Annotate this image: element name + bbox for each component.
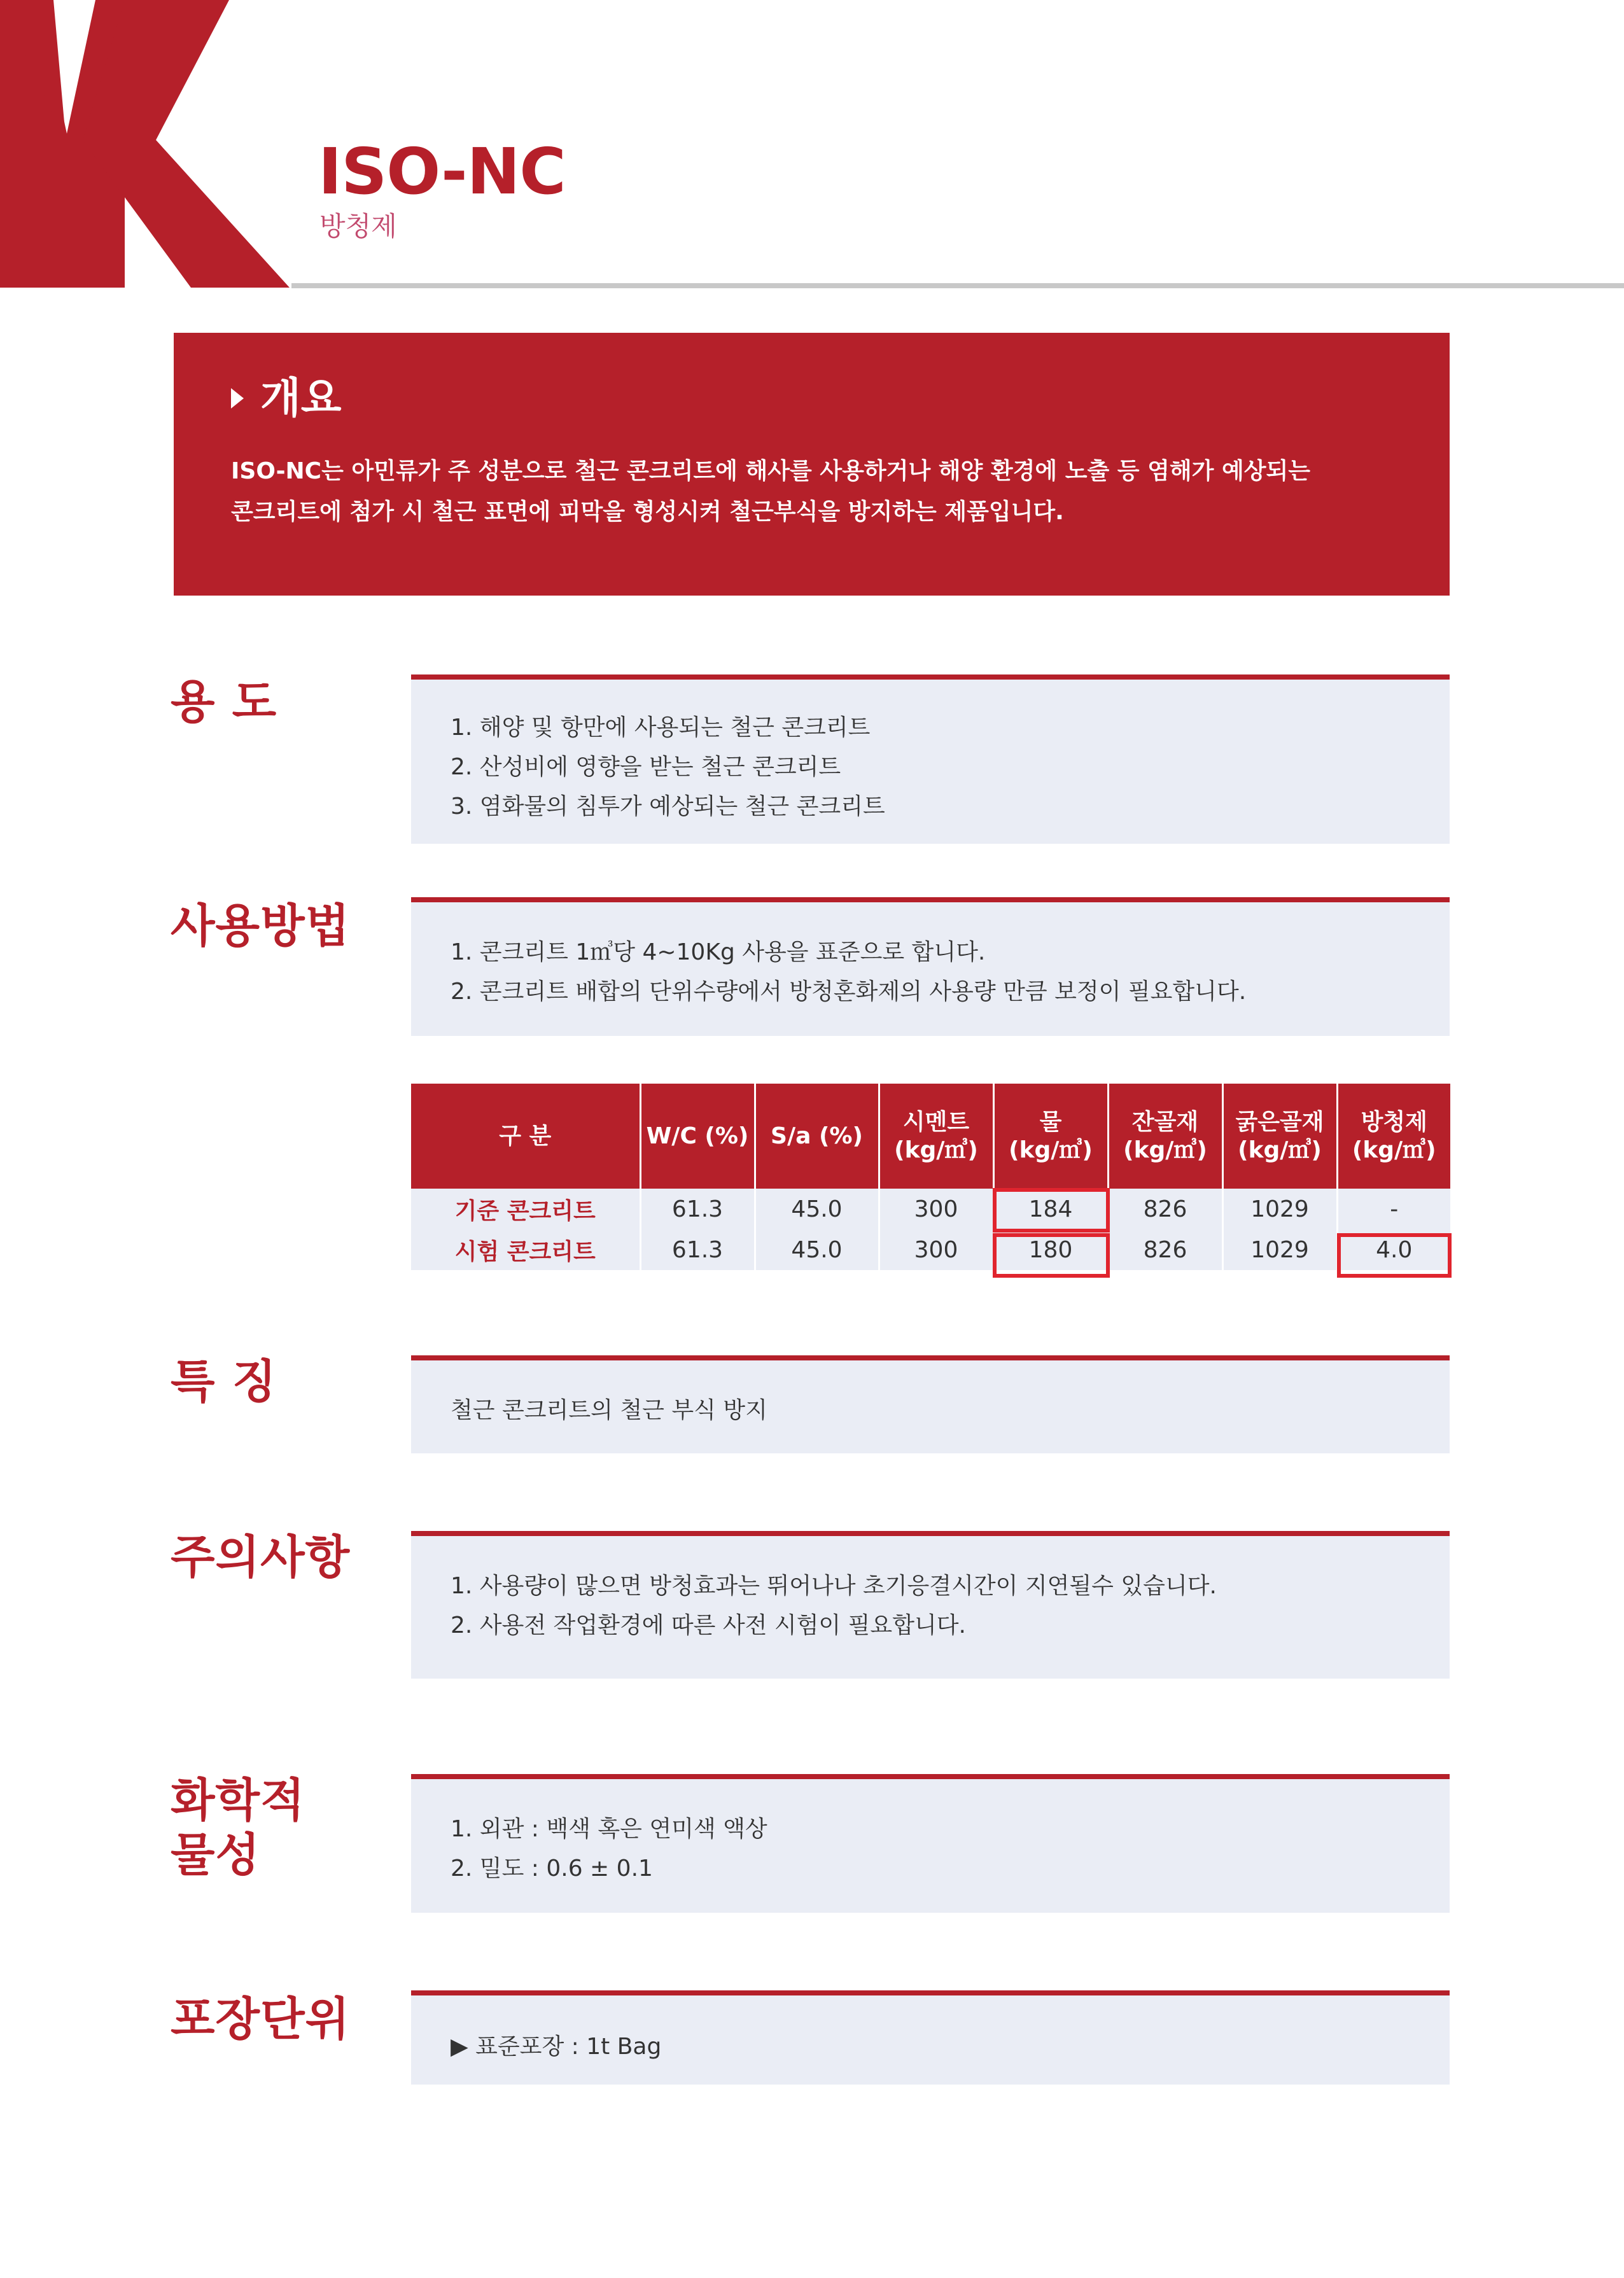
overview-heading: [231, 374, 342, 423]
header-fine-aggregate: 잔골재 (kg/㎥): [1108, 1084, 1222, 1189]
usage-title: 용 도: [171, 675, 277, 729]
header-coarse-aggregate: 굵은골재 (kg/㎥): [1222, 1084, 1337, 1189]
chemical-box: [411, 1774, 1450, 1913]
table-cell: 300: [879, 1229, 993, 1270]
table-cell: 61.3: [640, 1189, 755, 1229]
table-cell: 시험 콘크리트: [411, 1229, 640, 1270]
header-divider: [291, 283, 1624, 288]
header-inhibitor: 방청제 (kg/㎥): [1337, 1084, 1450, 1189]
method-title: 사용방법: [171, 899, 351, 953]
overview-line: 콘크리트에 첨가 시 철근 표면에 피막을 형성시켜 철근부식을 방지하는 제품입니다.: [231, 499, 1064, 525]
header-water: 물 (kg/㎥): [993, 1084, 1108, 1189]
table-cell: 1029: [1222, 1229, 1337, 1270]
usage-box: [411, 674, 1450, 844]
header-category: 구 분: [411, 1084, 640, 1189]
table-cell: 180: [993, 1229, 1108, 1270]
water-highlight-box: [993, 1188, 1110, 1233]
table-cell: 45.0: [755, 1229, 879, 1270]
usage-item: 3. 염화물의 침투가 예상되는 철근 콘크리트: [451, 793, 885, 820]
packaging-item: ▶ 표준포장 : 1t Bag: [451, 2034, 662, 2060]
cautions-box: [411, 1531, 1450, 1679]
cautions-item: 1. 사용량이 많으면 방청효과는 뛰어나나 초기응결시간이 지연될수 있습니다.: [451, 1573, 1217, 1599]
table-cell: 4.0: [1337, 1229, 1450, 1270]
product-title: ISO-NC: [318, 134, 566, 209]
header-wc: W/C (%): [640, 1084, 755, 1189]
table-cell: 45.0: [755, 1189, 879, 1229]
features-box: [411, 1355, 1450, 1453]
overview-panel: [174, 333, 1450, 596]
packaging-box: [411, 1990, 1450, 2085]
packaging-title: 포장단위: [171, 1992, 351, 2046]
usage-item: 1. 해양 및 항만에 사용되는 철근 콘크리트: [451, 715, 871, 741]
method-box: [411, 897, 1450, 1036]
table-row: [411, 1189, 1450, 1229]
features-item: 철근 콘크리트의 철근 부식 방지: [451, 1397, 767, 1423]
cautions-item: 2. 사용전 작업환경에 따른 사전 시험이 필요합니다.: [451, 1612, 966, 1639]
overview-heading-label: 개요: [260, 374, 342, 423]
inhibitor-highlight-box: [1337, 1233, 1452, 1278]
overview-line: ISO-NC는 아민류가 주 성분으로 철근 콘크리트에 해사를 사용하거나 해양 환경에 노출 등 염해가 예상되는: [231, 458, 1311, 484]
usage-item: 2. 산성비에 영향을 받는 철근 콘크리트: [451, 754, 841, 780]
chemical-title-line: 물성: [171, 1828, 261, 1882]
features-title: 특 징: [171, 1355, 277, 1408]
overview-text: [231, 451, 1415, 533]
table-cell: 826: [1108, 1189, 1222, 1229]
header-cement: 시멘트 (kg/㎥): [879, 1084, 993, 1189]
product-subtitle: 방청제: [319, 211, 397, 242]
table-row: [411, 1229, 1450, 1270]
chemical-title: [171, 1773, 305, 1882]
chemical-title-line: 화학적: [171, 1773, 305, 1827]
method-item: 1. 콘크리트 1㎥당 4~10Kg 사용을 표준으로 합니다.: [451, 939, 986, 965]
table-cell: 826: [1108, 1229, 1222, 1270]
triangle-right-icon: [231, 388, 244, 409]
method-item: 2. 콘크리트 배합의 단위수량에서 방청혼화제의 사용량 만큼 보정이 필요합니다.: [451, 979, 1247, 1005]
chemical-item: 2. 밀도 : 0.6 ± 0.1: [451, 1855, 653, 1882]
mix-table: [411, 1084, 1450, 1270]
table-cell: 기준 콘크리트: [411, 1189, 640, 1229]
table-cell: 300: [879, 1189, 993, 1229]
header-sa: S/a (%): [755, 1084, 879, 1189]
table-cell: 61.3: [640, 1229, 755, 1270]
water-highlight-box: [993, 1233, 1110, 1278]
chemical-item: 1. 외관 : 백색 혹은 연미색 액상: [451, 1816, 767, 1842]
cautions-title: 주의사항: [171, 1530, 351, 1584]
table-cell: 184: [993, 1189, 1108, 1229]
table-cell: 1029: [1222, 1189, 1337, 1229]
table-cell: -: [1337, 1189, 1450, 1229]
company-logo: [0, 0, 299, 288]
table-header-row: [411, 1084, 1450, 1189]
